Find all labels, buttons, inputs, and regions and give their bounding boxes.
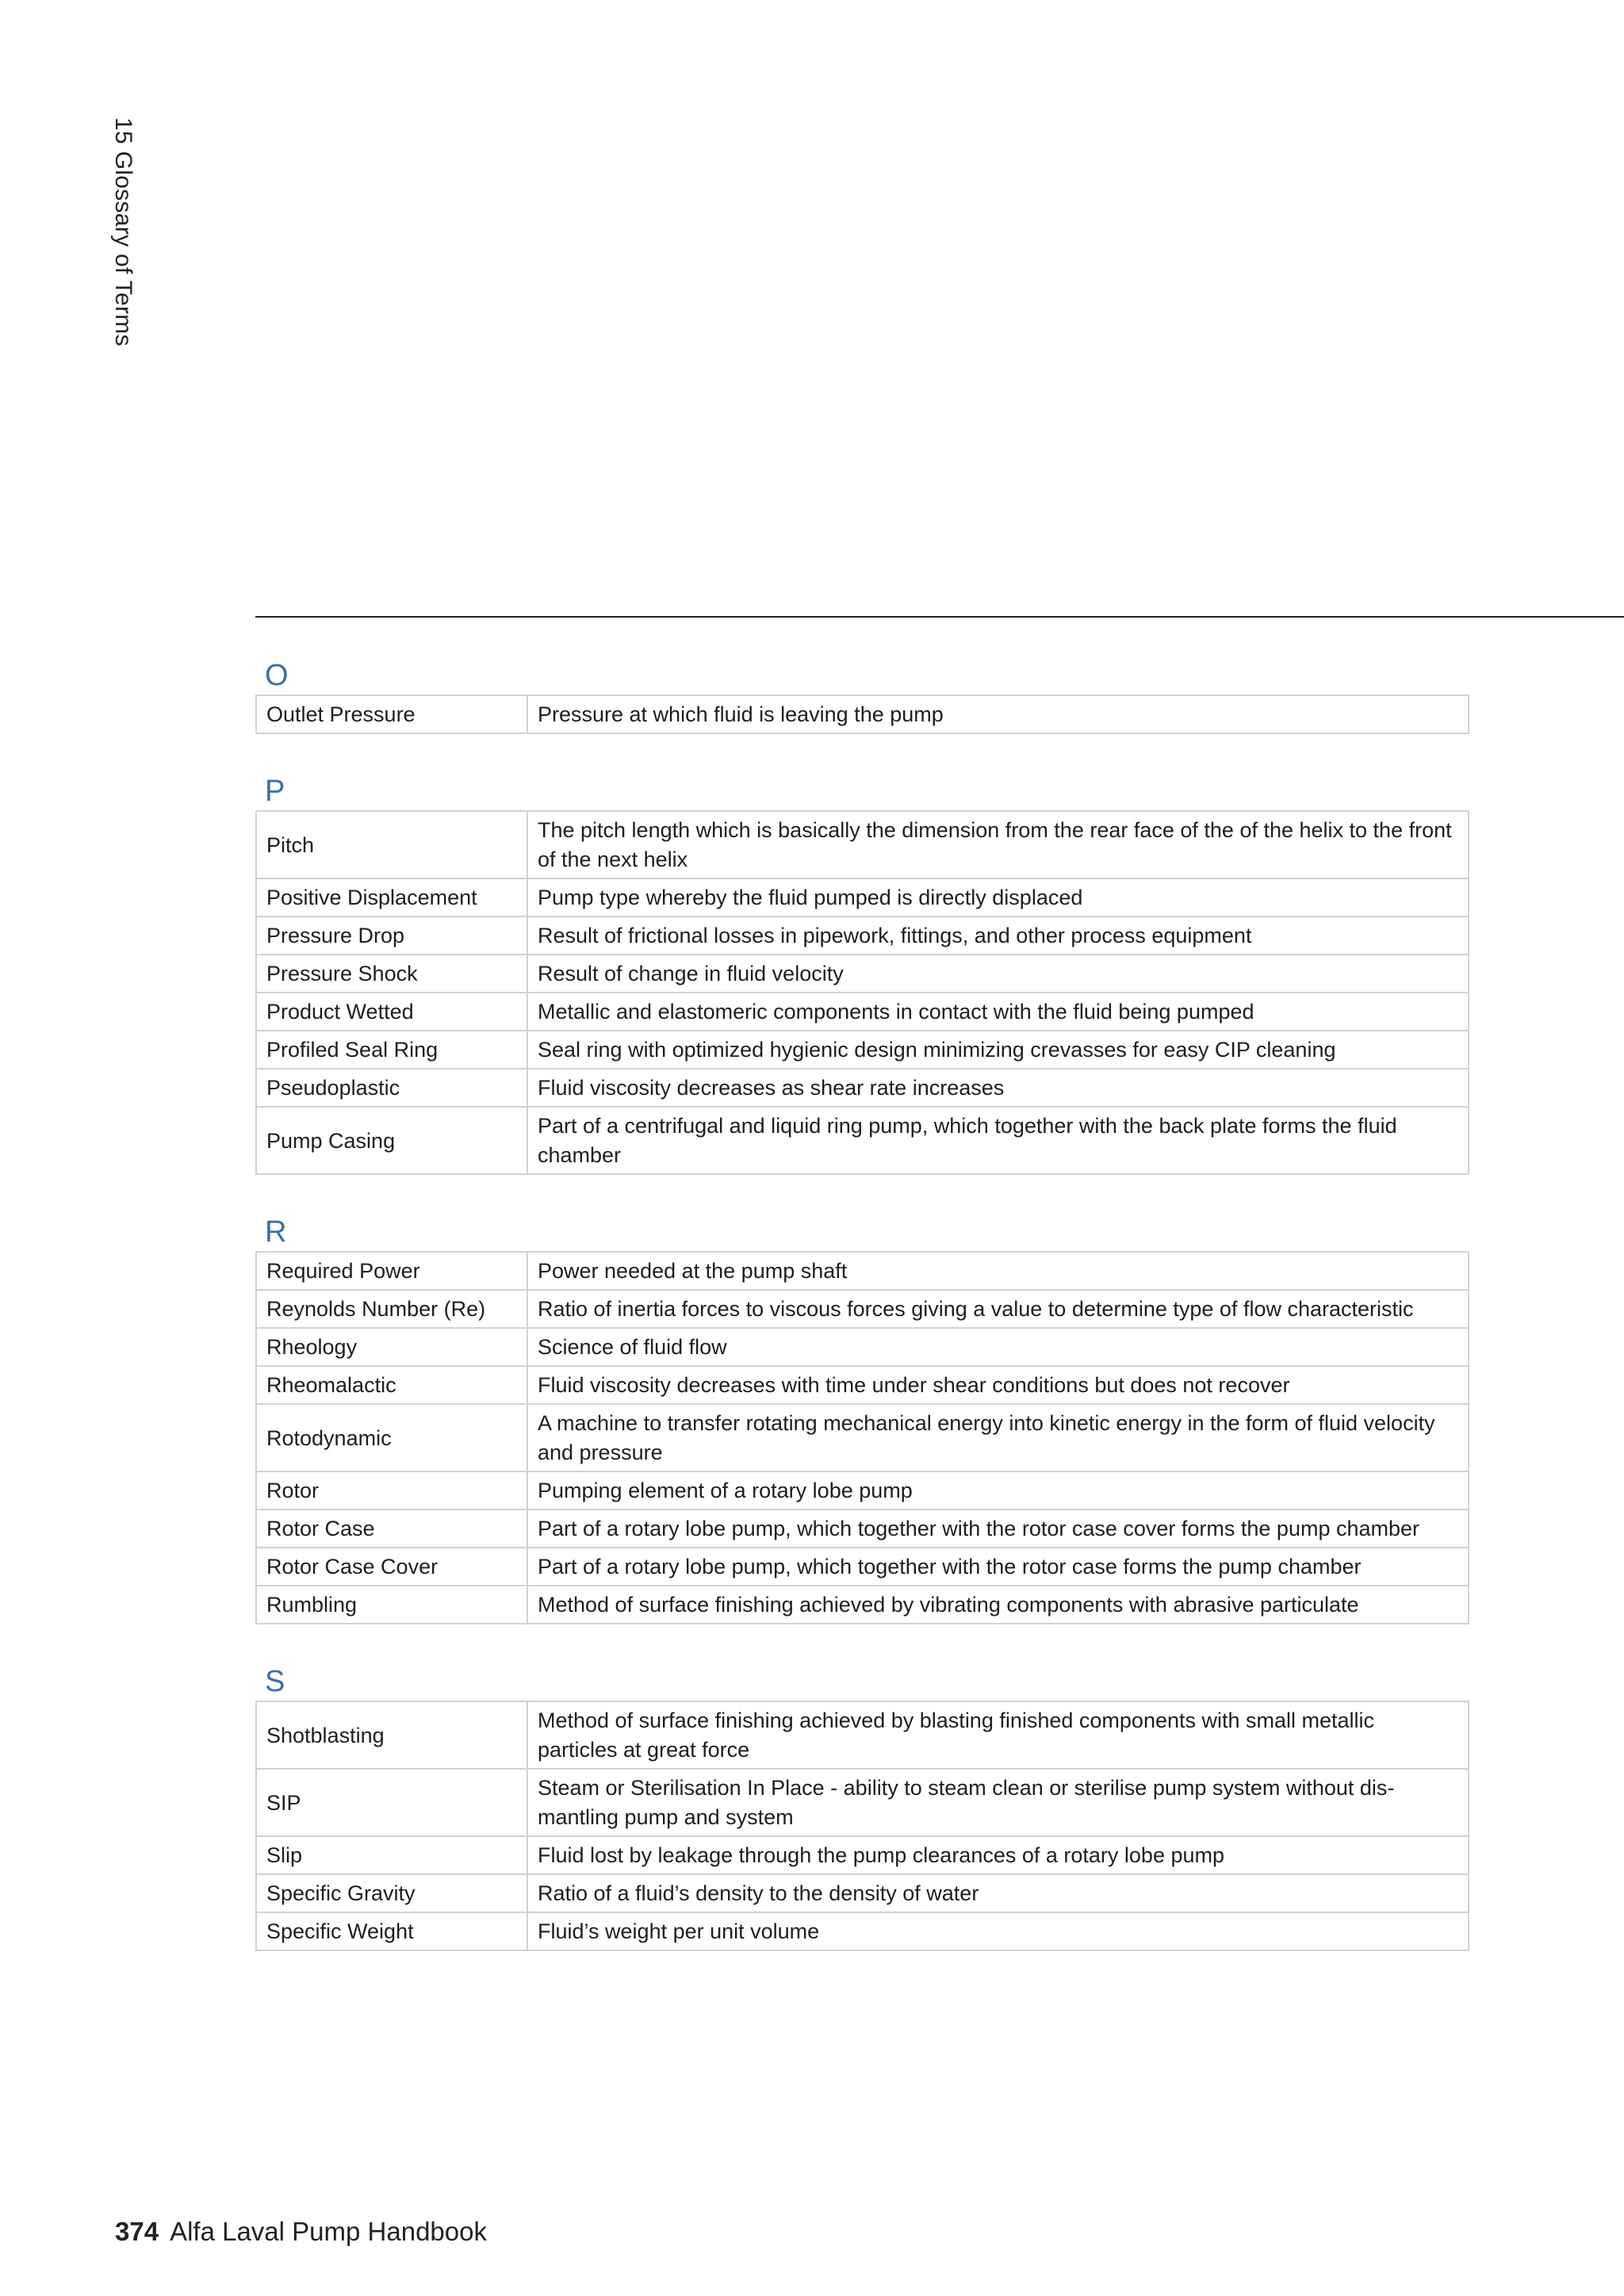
table-row [256, 1471, 1469, 1510]
glossary-definition: Method of surface finishing achieved by vibrating components with abrasive particulate [527, 1586, 1469, 1624]
glossary-definition: Seal ring with optimized hygienic design minimizing crevasses for easy CIP cleaning [527, 1031, 1469, 1069]
glossary-table [255, 810, 1469, 1175]
glossary-term: Rotor Case Cover [256, 1548, 527, 1586]
glossary-term: Reynolds Number (Re) [256, 1290, 527, 1328]
glossary-definition: Steam or Sterilisation In Place - ability to steam clean or sterilise pump system without dismantling pump and system [527, 1769, 1469, 1836]
glossary-term: Rheomalactic [256, 1366, 527, 1404]
table-row [256, 1290, 1469, 1328]
glossary-definition: Power needed at the pump shaft [527, 1252, 1469, 1290]
glossary-definition: Part of a rotary lobe pump, which together with the rotor case cover forms the pump chamber [527, 1510, 1469, 1548]
glossary-definition: Pump type whereby the fluid pumped is directly displaced [527, 878, 1469, 916]
glossary-term: Pitch [256, 811, 527, 878]
table-row [256, 993, 1469, 1031]
section-letter: R [265, 1215, 287, 1249]
glossary-section-r [255, 1213, 1469, 1624]
glossary-term: Product Wetted [256, 993, 527, 1031]
glossary-term: SIP [256, 1769, 527, 1836]
table-row [256, 916, 1469, 955]
table-row [256, 878, 1469, 916]
glossary-definition: Result of frictional losses in pipework, fittings, and other process equipment [527, 916, 1469, 955]
glossary-content [255, 656, 1469, 1989]
table-row [256, 1769, 1469, 1836]
glossary-definition: Part of a rotary lobe pump, which together with the rotor case forms the pump chamber [527, 1548, 1469, 1586]
glossary-term: Rumbling [256, 1586, 527, 1624]
table-row [256, 1874, 1469, 1912]
glossary-term: Rotor [256, 1471, 527, 1510]
glossary-table [255, 695, 1469, 734]
page-number: 374 [115, 2217, 159, 2246]
glossary-term: Shotblasting [256, 1701, 527, 1769]
page-footer [115, 2217, 487, 2247]
glossary-table [255, 1251, 1469, 1624]
section-letter: O [265, 659, 289, 692]
glossary-term: Pseudoplastic [256, 1069, 527, 1107]
glossary-term: Pressure Drop [256, 916, 527, 955]
table-row [256, 1586, 1469, 1624]
glossary-term: Positive Displacement [256, 878, 527, 916]
glossary-definition: Fluid lost by leakage through the pump clearances of a rotary lobe pump [527, 1836, 1469, 1874]
glossary-definition: A machine to transfer rotating mechanical energy into kinetic energy in the form of fluid velocity and pressure [527, 1404, 1469, 1471]
glossary-term: Profiled Seal Ring [256, 1031, 527, 1069]
glossary-definition: The pitch length which is basically the dimension from the rear face of the of the helix to the front of the next helix [527, 811, 1469, 878]
table-row [256, 1252, 1469, 1290]
glossary-definition: Part of a centrifugal and liquid ring pump, which together with the back plate forms the fluid chamber [527, 1107, 1469, 1174]
glossary-definition: Result of change in fluid velocity [527, 955, 1469, 993]
chapter-side-title: 15 Glossary of Terms [110, 117, 136, 346]
table-row [256, 1548, 1469, 1586]
glossary-term: Required Power [256, 1252, 527, 1290]
glossary-term: Pressure Shock [256, 955, 527, 993]
section-letter: P [265, 775, 285, 808]
section-letter: S [265, 1665, 285, 1698]
glossary-term: Specific Gravity [256, 1874, 527, 1912]
glossary-term: Rotor Case [256, 1510, 527, 1548]
table-row [256, 695, 1469, 733]
table-row [256, 1107, 1469, 1174]
glossary-term: Slip [256, 1836, 527, 1874]
glossary-term: Rheology [256, 1328, 527, 1366]
glossary-definition: Ratio of inertia forces to viscous forces giving a value to determine type of flow characteristic [527, 1290, 1469, 1328]
glossary-definition: Ratio of a fluid’s density to the density of water [527, 1874, 1469, 1912]
glossary-definition: Fluid viscosity decreases with time under shear conditions but does not recover [527, 1366, 1469, 1404]
glossary-term: Specific Weight [256, 1912, 527, 1950]
header-divider [255, 616, 1624, 618]
glossary-definition: Fluid’s weight per unit volume [527, 1912, 1469, 1950]
table-row [256, 955, 1469, 993]
glossary-section-o [255, 656, 1469, 734]
table-row [256, 1031, 1469, 1069]
table-row [256, 811, 1469, 878]
glossary-definition: Metallic and elastomeric components in contact with the fluid being pumped [527, 993, 1469, 1031]
book-title: Alfa Laval Pump Handbook [170, 2217, 487, 2246]
table-row [256, 1912, 1469, 1950]
table-row [256, 1510, 1469, 1548]
glossary-table [255, 1701, 1469, 1951]
table-row [256, 1366, 1469, 1404]
glossary-definition: Science of fluid flow [527, 1328, 1469, 1366]
table-row [256, 1404, 1469, 1471]
glossary-definition: Method of surface finishing achieved by blasting finished components with small metallic particles at great force [527, 1701, 1469, 1769]
glossary-term: Rotodynamic [256, 1404, 527, 1471]
table-row [256, 1701, 1469, 1769]
glossary-definition: Pressure at which fluid is leaving the pump [527, 695, 1469, 733]
glossary-section-p [255, 772, 1469, 1175]
table-row [256, 1328, 1469, 1366]
glossary-definition: Fluid viscosity decreases as shear rate increases [527, 1069, 1469, 1107]
glossary-section-s [255, 1663, 1469, 1951]
glossary-term: Pump Casing [256, 1107, 527, 1174]
glossary-definition: Pumping element of a rotary lobe pump [527, 1471, 1469, 1510]
table-row [256, 1069, 1469, 1107]
table-row [256, 1836, 1469, 1874]
glossary-term: Outlet Pressure [256, 695, 527, 733]
